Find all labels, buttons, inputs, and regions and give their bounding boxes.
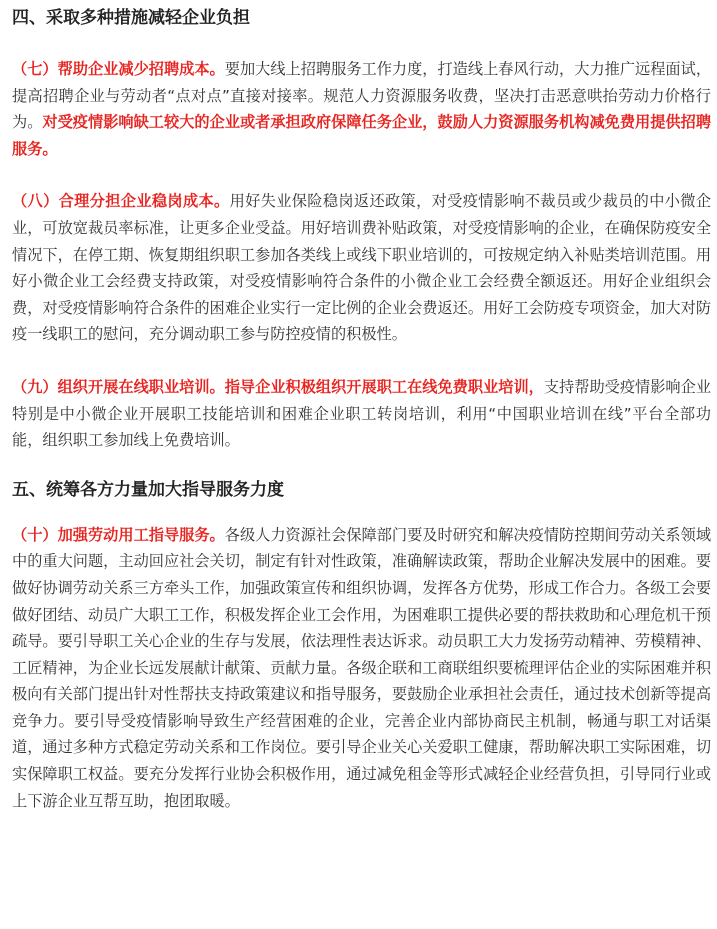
item-8-title: （八）合理分担企业稳岗成本。 — [12, 192, 230, 211]
paragraph-item-10 — [12, 522, 711, 815]
paragraph-item-7 — [12, 56, 711, 162]
item-10-title: （十）加强劳动用工指导服务。 — [12, 525, 225, 544]
item-7-title: （七）帮助企业减少招聘成本。 — [12, 60, 225, 78]
item-8-body: 用好失业保险稳岗返还政策，对受疫情影响不裁员或少裁员的中小微企业，可放宽裁员率标准，让更多企业受益。用好培训费补贴政策，对受疫情影响的企业，在确保防疫安全情况下，在停工期、恢复期组织职工参加各类线上或线下职业培训的，可按规定纳入补贴类培训范围。用好小微企业工会经费支持政策，对受疫情影响符合条件的小微企业工会经费全额返还。用好企业组织会费，对受疫情影响符合条件的困难企业实行一定比例的企业会费返还。用好工会防疫专项资金，加大对防疫一线职工的慰问，充分调动职工参与防控疫情的积极性。 — [12, 192, 712, 344]
item-9-body: 支持帮助受疫情影响企业特别是中小微企业开展职工技能培训和困难企业职工转岗培训，利用“中国职业培训在线”平台全部功能，组织职工参加线上免费培训。 — [12, 377, 712, 450]
section-heading-5: 五、统筹各方力量加大指导服务力度 — [12, 479, 284, 500]
section-heading-4: 四、采取多种措施减轻企业负担 — [12, 8, 250, 28]
paragraph-item-9 — [12, 374, 711, 454]
item-10-body: 各级人力资源社会保障部门要及时研究和解决疫情防控期间劳动关系领域中的重大问题，主动回应社会关切，制定有针对性政策，准确解读政策，帮助企业解决发展中的困难。要做好协调劳动关系三方牵头工作，加强政策宣传和组织协调，发挥各方优势，形成工作合力。各级工会要做好团结、动员广大职工工作，积极发挥企业工会作用，为困难职工提供必要的帮扶救助和心理危机干预疏导。要引导职工关心企业的生存与发展，依法理性表达诉求。动员职工大力发扬劳动精神、劳模精神、工匠精神，为企业长远发展献计献策、贡献力量。各级企联和工商联组织要梳理评估企业的实际困难并积极向有关部门提出针对性帮扶支持政策建议和指导服务，要鼓励企业承担社会责任，通过技术创新等提高竞争力。要引导受疫情影响导致生产经营困难的企业，完善企业内部协商民主机制，畅通与职工对话渠道，通过多种方式稳定劳动关系和工作岗位。要引导企业关心关爱职工健康，帮助解决职工实际困难，切实保障职工权益。要充分发挥行业协会积极作用，通过减免租金等形式减轻企业经营负担，引导同行业或上下游企业互帮互助，抱团取暖。 — [12, 525, 712, 810]
item-7-emphasis: 对受疫情影响缺工较大的企业或者承担政府保障任务企业，鼓励人力资源服务机构减免费用提供招聘服务。 — [12, 113, 712, 158]
item-9-title: （九）组织开展在线职业培训。指导企业积极组织开展职工在线免费职业培训， — [12, 377, 544, 396]
item-7-body: 要加大线上招聘服务工作力度，打造线上春风行动，大力推广远程面试，提高招聘企业与劳动者“点对点”直接对接率。规范人力资源服务收费，坚决打击恶意哄抬劳动力价格行为。 — [12, 60, 712, 132]
paragraph-item-8 — [12, 188, 711, 348]
